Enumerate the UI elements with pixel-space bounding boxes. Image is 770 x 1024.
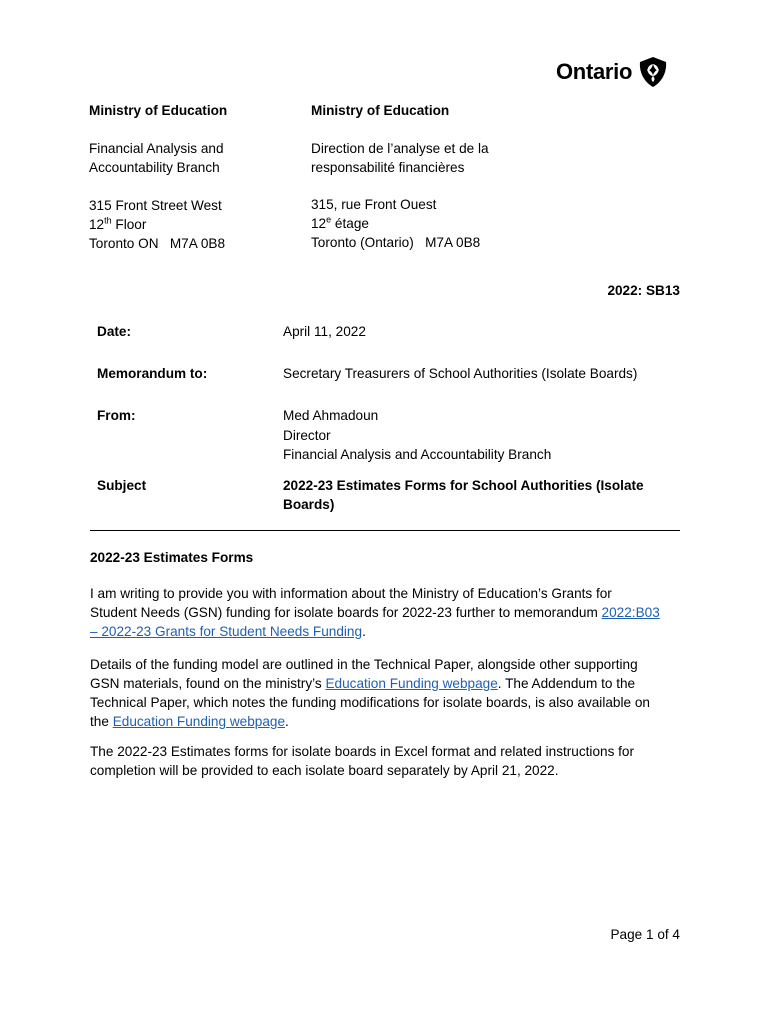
address-fr-city: Toronto (Ontario) M7A 0B8 [311,235,481,250]
education-funding-link-2[interactable]: Education Funding webpage [112,714,286,729]
branch-name-en-line1: Financial Analysis and [89,141,224,156]
divider [90,530,680,531]
ministry-name-en: Ministry of Education [89,103,228,118]
ontario-logo [556,56,668,88]
date-label: Date: [97,324,131,339]
section-heading: 2022-23 Estimates Forms [90,550,254,565]
address-en-street: 315 Front Street West [89,198,222,213]
paragraph-3: The 2022-23 Estimates forms for isolate boards in Excel format and related instructions for completion will be provided to each isolate board separately by April 21, 2022. [90,744,635,778]
from-branch: Financial Analysis and Accountability Branch [283,447,552,462]
memorandum-to-value: Secretary Treasurers of School Authorities (Isolate Boards) [283,366,638,381]
address-en-floor: 12th Floor [89,215,147,232]
subject-line1: 2022-23 Estimates Forms for School Authorities (Isolate [283,478,644,493]
ministry-name-fr: Ministry of Education [311,103,450,118]
from-name: Med Ahmadoun [283,408,379,423]
subject-label: Subject [97,478,147,493]
from-label: From: [97,408,136,423]
memorandum-to-label: Memorandum to: [97,366,208,381]
paragraph-1: I am writing to provide you with information about the Ministry of Education’s Grants for Student Needs (GSN) funding for isolate boards for 2022-23 further to memorandum 2022:B03 – 2022-23 Grants for Student Needs Funding. [90,586,660,639]
date-value: April 11, 2022 [283,324,366,339]
page-number: Page 1 of 4 [610,927,680,942]
ontario-wordmark: Ontario [556,59,633,84]
paragraph-2: Details of the funding model are outlined in the Technical Paper, alongside other supporting GSN materials, found on the ministry’s Education Funding webpage. The Addendum to the Technical Paper, which notes the funding modifications for isolate boards, is also available on the Education Funding webpage. [90,657,650,729]
from-title: Director [283,428,331,443]
branch-name-en-line2: Accountability Branch [89,160,220,175]
address-fr-street: 315, rue Front Ouest [311,197,437,212]
gsn-funding-link[interactable]: – 2022-23 Grants for Student Needs Funding [90,624,363,639]
education-funding-link-1[interactable]: Education Funding webpage [325,676,498,691]
address-fr-floor: 12e étage [311,214,369,231]
branch-name-fr-line2: responsabilité financières [311,160,465,175]
address-en-city: Toronto ON M7A 0B8 [89,236,226,251]
trillium-icon [638,56,668,88]
branch-name-fr-line1: Direction de l’analyse et de la [311,141,489,156]
subject-line2: Boards) [283,497,335,512]
memo-2022-b03-link[interactable]: 2022:B03 [601,605,660,620]
memo-number: 2022: SB13 [607,283,680,298]
